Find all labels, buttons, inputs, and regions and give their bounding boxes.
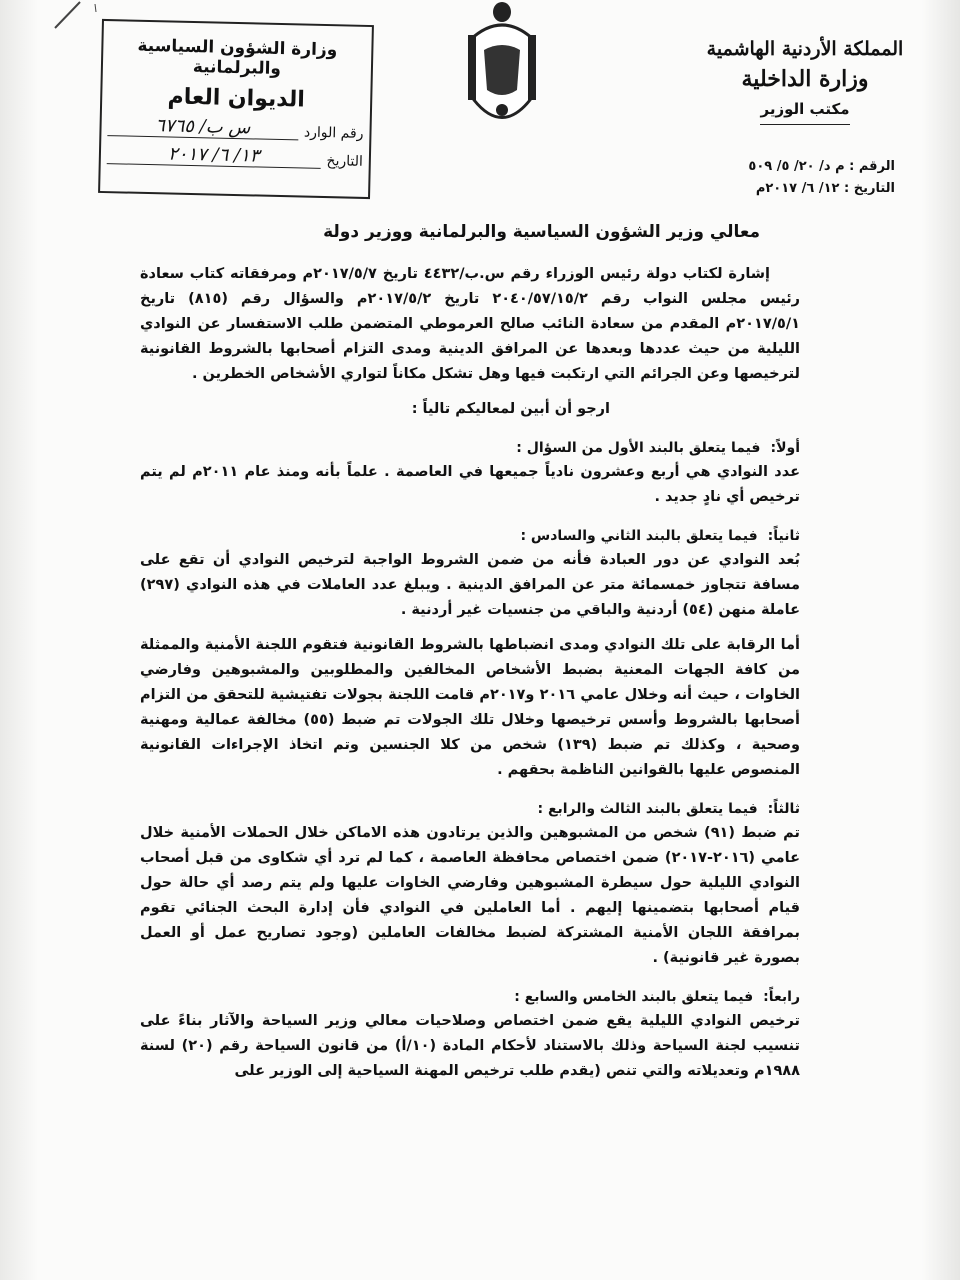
reference-number: الرقم : م د/ ٢٠/ ٥/ ٥٠٩ bbox=[748, 159, 895, 174]
section-heading: فيما يتعلق بالبند الخامس والسابع : bbox=[514, 989, 754, 1005]
stamp-ministry: وزارة الشؤون السياسية والبرلمانية bbox=[137, 35, 338, 80]
stamp-date-label: التاريخ bbox=[326, 153, 364, 170]
section-paragraph: أما الرقابة على تلك النوادي ومدى انضباطها بالشروط القانونية فتقوم اللجنة الأمنية والممثلة من كافة الجهات المعنية بضبط الأشخاص المخالفين والمطلوبين والمشبوهين وفارضي الخاوات ، حيث أنه وخلال عامي ٢٠١٦ و٢٠١٧م قامت اللجنة بجولات تفتيشية للتحقق من التزام أصحابها بالشروط وأسس ترخيصها وخلال تلك الجولات تم ضبط (٥٥) مخالفة عمالية ومهنية وصحية ، وكذلك تم ضبط (١٣٩) شخص من كلا الجنسين وتم اتخاذ الإجراءات القانونية المنصوص عليها بالقوانين الناظمة بحقهم . bbox=[140, 637, 801, 778]
incoming-number-value: س ب/ ٦٧٦٥ bbox=[107, 114, 298, 140]
section-paragraph: عدد النوادي هي أربع وعشرون نادياً جميعها في العاصمة . علماً بأنه ومنذ عام ٢٠١١م لم يتم ترخيص أي نادٍ جديد . bbox=[140, 464, 800, 505]
section-heading: فيما يتعلق بالبند الثاني والسادس : bbox=[520, 528, 758, 544]
letterhead bbox=[685, 38, 925, 125]
section-label: رابعاً: bbox=[763, 989, 800, 1005]
incoming-stamp bbox=[98, 19, 374, 199]
section-label: أولاً: bbox=[770, 440, 800, 456]
section-3 bbox=[140, 797, 800, 971]
section-2 bbox=[140, 524, 800, 783]
incoming-number-label: رقم الوارد bbox=[303, 124, 364, 142]
stamp-department: الديوان العام bbox=[167, 84, 306, 113]
reference-block bbox=[748, 156, 895, 200]
section-1 bbox=[140, 436, 800, 510]
office-name: مكتب الوزير bbox=[760, 100, 849, 125]
request-line: ارجو أن أبين لمعاليكم تالياً : bbox=[411, 401, 610, 417]
ministry-name: وزارة الداخلية bbox=[741, 66, 869, 92]
stamp-date-value: ١٣/ ٦/ ٢٠١٧ bbox=[107, 142, 321, 169]
section-heading: فيما يتعلق بالبند الثالث والرابع : bbox=[537, 801, 758, 817]
letter-date: التاريخ : ١٢/ ٦/ ٢٠١٧م bbox=[755, 181, 895, 196]
section-paragraph: ترخيص النوادي الليلية يقع ضمن اختصاص وصلاحيات معالي وزير السياحة والآثار بناءً على تنسيب لجنة السياحة وذلك بالاستناد لأحكام المادة (١٠/أ) من قانون السياحة رقم (٢٠) لسنة ١٩٨٨م وتعديلاته والتي تنص (يقدم طلب ترخيص المهنة السياحية إلى الوزير على bbox=[140, 1013, 800, 1079]
letter-body bbox=[140, 262, 800, 1084]
country-name: المملكة الأردنية الهاشمية bbox=[706, 38, 904, 60]
section-paragraph: تم ضبط (٩١) شخص من المشبوهين والذين يرتادون هذه الاماكن خلال الحملات الأمنية خلال عامي (٢٠١٦-٢٠١٧) ضمن اختصاص محافظة العاصمة ، كما لم ترد أي شكاوى من قبل أصحاب النوادي الليلية حول سيطرة المشبوهين وفارضي الخاوات عليها ولم يتم رصد أي حالة حول قيام أصحابها بتضمينها إليهم . أما العاملين في النوادي فأن إدارة البحث الجنائي تقوم بمرافقة اللجان الأمنية المشتركة لضبط مخالفات العاملين (وجود تصاريح عمل أو العمل بصورة غير قانونية) . bbox=[140, 825, 800, 966]
section-4 bbox=[140, 985, 800, 1084]
section-label: ثانياً: bbox=[767, 528, 800, 544]
coat-of-arms-emblem bbox=[462, 0, 542, 140]
section-paragraph: بُعد النوادي عن دور العبادة فأنه من ضمن الشروط الواجبة لترخيص النوادي أن تقع على مسافة تتجاوز خمسمائة متر عن المرافق الدينية . ويبلغ عدد العاملات في هذه النوادي (٢٩٧) عاملة منهن (٥٤) أردنية والباقي من جنسيات غير أردنية . bbox=[140, 552, 800, 618]
section-label: ثالثاً: bbox=[767, 801, 800, 817]
addressee: معالي وزير الشؤون السياسية والبرلمانية ووزير دولة bbox=[323, 222, 760, 242]
intro-paragraph: إشارة لكتاب دولة رئيس الوزراء رقم س.ب/٤٤٣٢ تاريخ ٢٠١٧/٥/٧م ومرفقاته كتاب سعادة رئيس مجلس النواب رقم ٢٠٤٠/٥٧/١٥/٢ تاريخ ٢٠١٧/٥/٢م والسؤال رقم (٨١٥) تاريخ ٢٠١٧/٥/١م المقدم من سعادة النائب صالح العرموطي المتضمن طلب الاستفسار عن النوادي الليلية من حيث عددها وبعدها عن المرافق الدينية ومدى التزام أصحابها بالشروط القانونية لترخيصها وعن الجرائم التي ارتكبت فيها وهل تشكل مكاناً لتواري الأشخاص الخطرين . bbox=[140, 266, 801, 382]
section-heading: فيما يتعلق بالبند الأول من السؤال : bbox=[516, 440, 761, 456]
